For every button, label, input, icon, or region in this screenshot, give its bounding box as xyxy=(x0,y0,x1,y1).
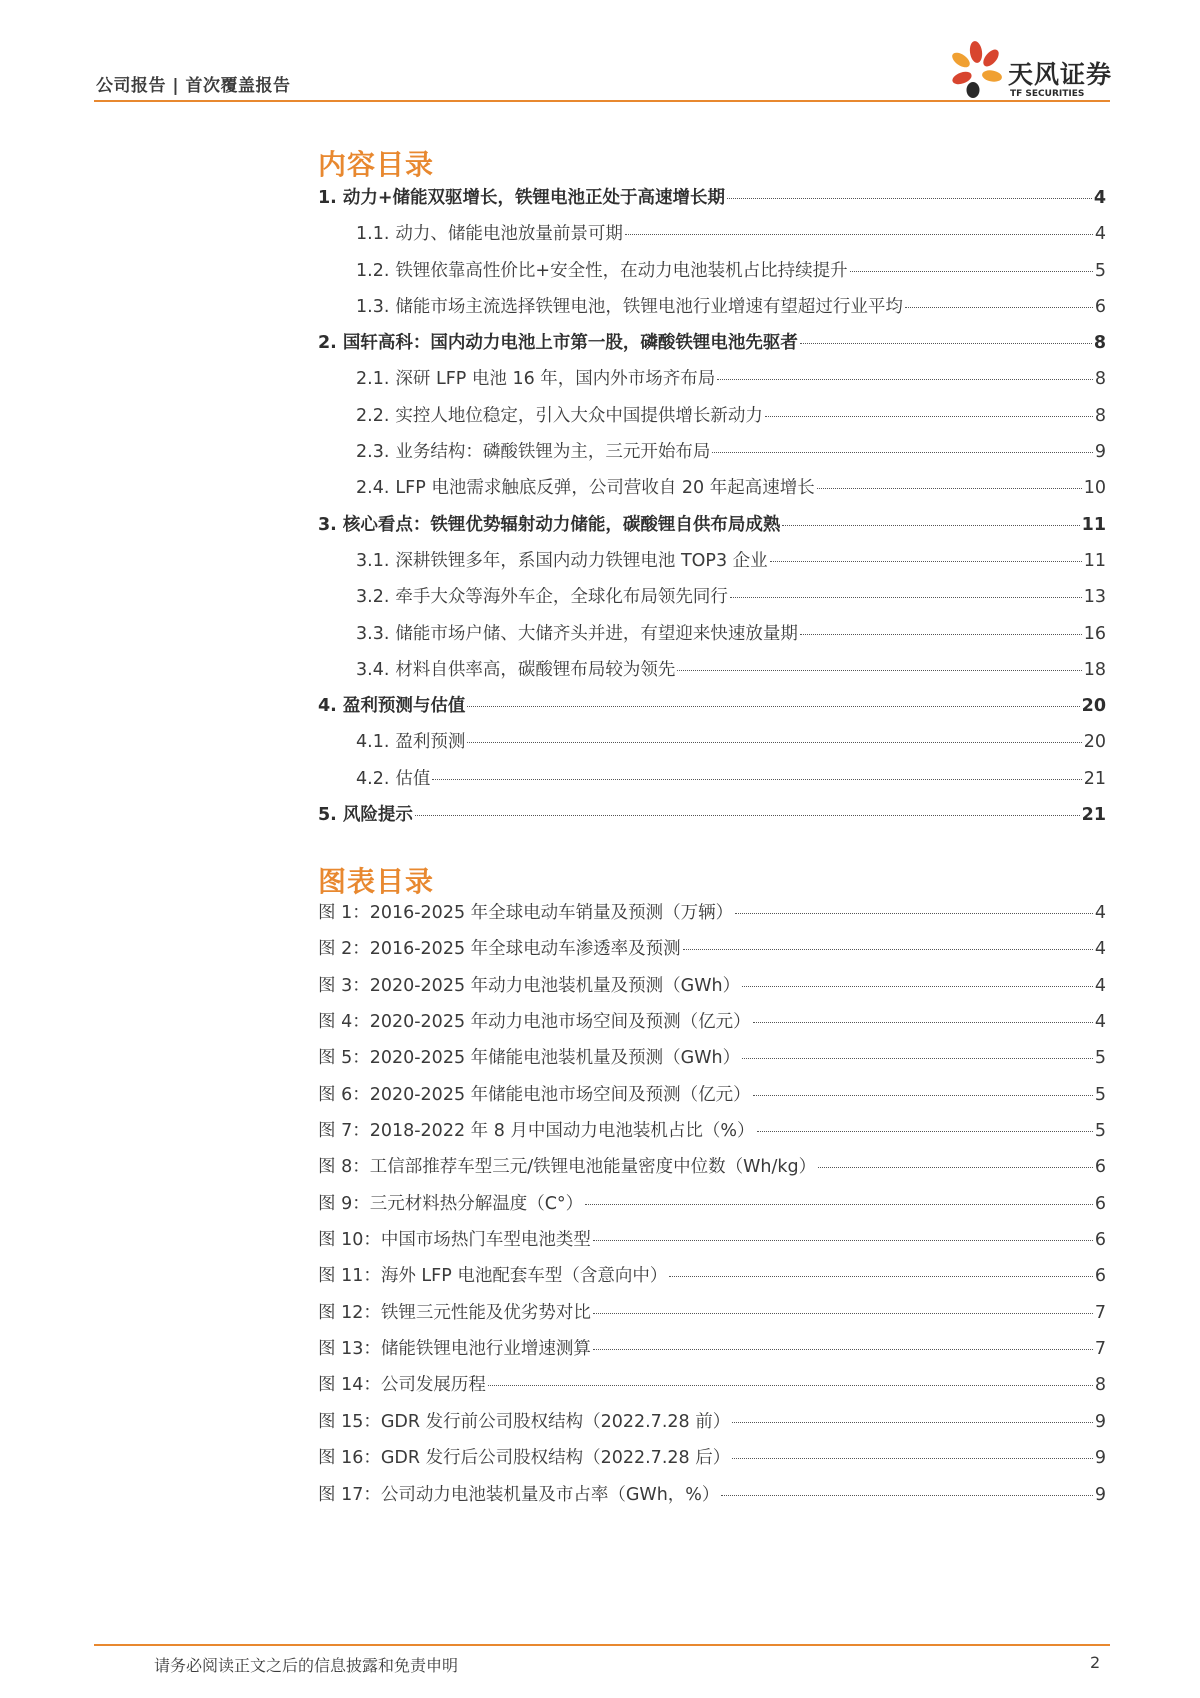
toc-entry-title: 动力+储能双驱增长，铁锂电池正处于高速增长期 xyxy=(342,188,725,208)
figure-entry[interactable] xyxy=(318,1481,1106,1517)
dot-leader xyxy=(765,416,1093,417)
toc-entry-page: 11 xyxy=(1081,514,1106,535)
toc-entry-number: 3. xyxy=(318,514,337,535)
toc-entry-number: 3.1. xyxy=(356,550,390,571)
toc-entry-page: 8 xyxy=(1093,333,1106,354)
toc-entry-page: 8 xyxy=(1094,369,1106,390)
toc-entry-page: 5 xyxy=(1094,260,1106,281)
toc-entry[interactable] xyxy=(318,692,1106,728)
toc-entry-page: 13 xyxy=(1083,587,1106,608)
figure-entry-title: 图 15：GDR 发行前公司股权结构（2022.7.28 前） xyxy=(318,1411,731,1432)
dot-leader xyxy=(753,1022,1093,1023)
figure-entry-title: 图 10：中国市场热门车型电池类型 xyxy=(318,1230,591,1251)
figure-entry-title: 图 8：工信部推荐车型三元/铁锂电池能量密度中位数（Wh/kg） xyxy=(318,1157,817,1178)
figure-entry[interactable] xyxy=(318,935,1106,971)
toc-entry-title: 核心看点：铁锂优势辐射动力储能，碳酸锂自供布局成熟 xyxy=(342,514,781,535)
dot-leader xyxy=(800,634,1082,635)
toc-entry-title: 深耕铁锂多年，系国内动力铁锂电池 TOP3 企业 xyxy=(395,550,768,571)
toc-entry[interactable] xyxy=(318,511,1106,547)
toc-list xyxy=(318,184,1106,837)
toc-entry[interactable] xyxy=(318,365,1106,401)
dot-leader xyxy=(432,779,1081,780)
toc-entry-title: 储能市场主流选择铁锂电池，铁锂电池行业增速有望超过行业平均 xyxy=(395,296,903,317)
toc-entry-number: 2.3. xyxy=(356,442,390,463)
toc-entry-number: 2.1. xyxy=(356,369,390,390)
toc-entry-number: 5. xyxy=(318,805,337,826)
toc-entry[interactable] xyxy=(318,257,1106,293)
toc-entry-page: 6 xyxy=(1094,296,1106,317)
toc-entry[interactable] xyxy=(318,765,1106,801)
toc-entry[interactable] xyxy=(318,656,1106,692)
toc-entry-title: 深研 LFP 电池 16 年，国内外市场齐布局 xyxy=(395,369,716,390)
toc-entry-number: 3.3. xyxy=(356,623,390,644)
figure-entry-page: 4 xyxy=(1094,903,1106,923)
dot-leader xyxy=(677,670,1081,671)
dot-leader xyxy=(905,307,1093,308)
toc-entry-title: LFP 电池需求触底反弹，公司营收自 20 年起高速增长 xyxy=(395,478,815,499)
dot-leader xyxy=(818,1167,1093,1168)
dot-leader xyxy=(850,271,1093,272)
dot-leader xyxy=(753,1095,1093,1096)
toc-entry-number: 1.1. xyxy=(356,224,390,245)
figure-entry[interactable] xyxy=(318,1335,1106,1371)
toc-entry-page: 9 xyxy=(1094,442,1106,463)
toc-entry-number: 3.4. xyxy=(356,659,390,680)
toc-entry[interactable] xyxy=(318,547,1106,583)
figure-entry-page: 6 xyxy=(1094,1266,1106,1287)
dot-leader xyxy=(717,379,1093,380)
toc-title: 内容目录 xyxy=(318,148,435,181)
figure-entry-page: 6 xyxy=(1094,1230,1106,1251)
report-type-label: 公司报告 | 首次覆盖报告 xyxy=(96,76,291,96)
figure-entry-page: 6 xyxy=(1094,1157,1106,1178)
figure-entry-title: 图 6：2020-2025 年储能电池市场空间及预测（亿元） xyxy=(318,1084,751,1105)
figure-entry-page: 4 xyxy=(1094,1012,1106,1033)
brand-logo xyxy=(946,38,1116,104)
toc-entry-title: 盈利预测 xyxy=(395,732,466,753)
figure-entry-page: 4 xyxy=(1094,975,1106,996)
figure-entry-page: 5 xyxy=(1094,1084,1106,1105)
figure-entry-title: 图 12：铁锂三元性能及优劣势对比 xyxy=(318,1302,591,1323)
dot-leader xyxy=(732,1458,1093,1459)
toc-entry[interactable] xyxy=(318,402,1106,438)
figure-entry-title: 图 14：公司发展历程 xyxy=(318,1375,486,1396)
toc-entry-number: 2.4. xyxy=(356,478,390,499)
dot-leader xyxy=(742,986,1093,987)
toc-entry-title: 盈利预测与估值 xyxy=(342,696,466,717)
figure-entry[interactable] xyxy=(318,1262,1106,1298)
dot-leader xyxy=(742,1058,1093,1059)
toc-entry-number: 4. xyxy=(318,696,337,717)
toc-entry-title: 业务结构：磷酸铁锂为主，三元开始布局 xyxy=(395,442,711,463)
figure-entry-title: 图 9：三元材料热分解温度（C°） xyxy=(318,1193,584,1214)
toc-entry[interactable] xyxy=(318,801,1106,837)
dot-leader xyxy=(585,1204,1093,1205)
figure-entry[interactable] xyxy=(318,1153,1106,1189)
toc-entry-page: 20 xyxy=(1083,732,1106,753)
figure-entry-page: 8 xyxy=(1094,1375,1106,1396)
toc-entry-page: 11 xyxy=(1083,550,1106,571)
toc-entry-number: 4.2. xyxy=(356,768,390,789)
figure-entry-title: 图 13：储能铁锂电池行业增速测算 xyxy=(318,1339,591,1360)
dot-leader xyxy=(757,1131,1093,1132)
figure-entry-page: 5 xyxy=(1094,1048,1106,1069)
dot-leader xyxy=(721,1495,1092,1496)
dot-leader xyxy=(415,815,1080,816)
figure-entry-page: 7 xyxy=(1094,1302,1106,1323)
toc-entry-page: 18 xyxy=(1083,659,1106,680)
toc-entry-title: 动力、储能电池放量前景可期 xyxy=(395,224,623,245)
figure-entry-page: 9 xyxy=(1094,1411,1106,1432)
figure-entry-title: 图 11：海外 LFP 电池配套车型（含意向中） xyxy=(318,1266,668,1287)
figure-entry-title: 图 2：2016-2025 年全球电动车渗透率及预测 xyxy=(318,939,681,960)
figure-entry-page: 9 xyxy=(1094,1448,1106,1469)
dot-leader xyxy=(593,1313,1093,1314)
toc-entry[interactable] xyxy=(318,220,1106,256)
figure-list-title: 图表目录 xyxy=(318,865,435,898)
figure-entry-title: 图 7：2018-2022 年 8 月中国动力电池装机占比（%） xyxy=(318,1121,755,1142)
figure-entry-title: 图 3：2020-2025 年动力电池装机量及预测（GWh） xyxy=(318,975,741,996)
toc-entry-number: 4.1. xyxy=(356,732,390,753)
toc-entry-page: 8 xyxy=(1094,405,1106,426)
toc-entry-title: 实控人地位稳定，引入大众中国提供增长新动力 xyxy=(395,405,763,426)
toc-entry-number: 1.2. xyxy=(356,260,390,281)
toc-entry-page: 21 xyxy=(1081,805,1106,826)
toc-entry[interactable] xyxy=(318,184,1106,220)
figure-entry-title: 图 16：GDR 发行后公司股权结构（2022.7.28 后） xyxy=(318,1448,731,1469)
dot-leader xyxy=(817,488,1082,489)
dot-leader xyxy=(735,913,1093,914)
toc-entry-number: 1. xyxy=(318,188,337,208)
toc-entry-title: 材料自供率高，碳酸锂布局较为领先 xyxy=(395,659,676,680)
figure-entry[interactable] xyxy=(318,1190,1106,1226)
figure-entry[interactable] xyxy=(318,1044,1106,1080)
footer-divider xyxy=(94,1644,1110,1646)
figure-entry-page: 7 xyxy=(1094,1339,1106,1360)
figure-entry-title: 图 1：2016-2025 年全球电动车销量及预测（万辆） xyxy=(318,903,734,923)
figure-entry[interactable] xyxy=(318,1008,1106,1044)
toc-entry[interactable] xyxy=(318,583,1106,619)
figure-entry[interactable] xyxy=(318,1299,1106,1335)
toc-entry[interactable] xyxy=(318,293,1106,329)
dot-leader xyxy=(593,1240,1093,1241)
figure-entry-page: 9 xyxy=(1094,1484,1106,1505)
toc-entry-title: 储能市场户储、大储齐头并进，有望迎来快速放量期 xyxy=(395,623,798,644)
figure-list xyxy=(318,899,1106,1517)
toc-entry[interactable] xyxy=(318,329,1106,365)
toc-entry-title: 铁锂依靠高性价比+安全性，在动力电池装机占比持续提升 xyxy=(395,260,848,281)
dot-leader xyxy=(593,1349,1093,1350)
toc-entry-title: 国轩高科：国内动力电池上市第一股，磷酸铁锂电池先驱者 xyxy=(342,333,798,354)
dot-leader xyxy=(727,198,1092,199)
toc-entry-title: 估值 xyxy=(395,768,431,789)
disclaimer-text: 请务必阅读正文之后的信息披露和免责申明 xyxy=(154,1656,459,1675)
dot-leader xyxy=(683,949,1093,950)
dot-leader xyxy=(712,452,1092,453)
figure-entry[interactable] xyxy=(318,972,1106,1008)
toc-entry-title: 牵手大众等海外车企，全球化布局领先同行 xyxy=(395,587,728,608)
page-number: 2 xyxy=(1090,1653,1101,1672)
toc-entry-number: 1.3. xyxy=(356,296,390,317)
figure-entry[interactable] xyxy=(318,899,1106,935)
toc-entry[interactable] xyxy=(318,620,1106,656)
figure-entry[interactable] xyxy=(318,1117,1106,1153)
figure-entry-title: 图 4：2020-2025 年动力电池市场空间及预测（亿元） xyxy=(318,1012,751,1033)
toc-entry-page: 20 xyxy=(1081,696,1106,717)
flower-logo-icon xyxy=(946,38,1008,104)
toc-entry[interactable] xyxy=(318,438,1106,474)
dot-leader xyxy=(669,1276,1093,1277)
toc-entry[interactable] xyxy=(318,474,1106,510)
figure-entry-title: 图 5：2020-2025 年储能电池装机量及预测（GWh） xyxy=(318,1048,741,1069)
dot-leader xyxy=(782,525,1079,526)
toc-entry-title: 风险提示 xyxy=(342,805,413,826)
toc-entry[interactable] xyxy=(318,728,1106,764)
dot-leader xyxy=(732,1422,1093,1423)
dot-leader xyxy=(625,234,1093,235)
figure-entry-page: 5 xyxy=(1094,1121,1106,1142)
toc-entry-number: 3.2. xyxy=(356,587,390,608)
figure-entry-page: 6 xyxy=(1094,1193,1106,1214)
figure-entry[interactable] xyxy=(318,1226,1106,1262)
figure-entry-page: 4 xyxy=(1094,939,1106,960)
toc-entry-page: 10 xyxy=(1083,478,1106,499)
dot-leader xyxy=(488,1385,1093,1386)
figure-entry[interactable] xyxy=(318,1444,1106,1480)
toc-entry-page: 4 xyxy=(1093,188,1106,208)
figure-entry-title: 图 17：公司动力电池装机量及市占率（GWh，%） xyxy=(318,1484,720,1505)
brand-name-en: TF SECURITIES xyxy=(1010,89,1085,99)
dot-leader xyxy=(730,597,1082,598)
toc-entry-number: 2. xyxy=(318,333,337,354)
toc-entry-page: 4 xyxy=(1094,224,1106,245)
dot-leader xyxy=(800,343,1092,344)
figure-entry[interactable] xyxy=(318,1081,1106,1117)
brand-name-cn: 天风证券 xyxy=(1008,60,1113,89)
toc-entry-page: 21 xyxy=(1083,768,1106,789)
figure-entry[interactable] xyxy=(318,1371,1106,1407)
dot-leader xyxy=(467,706,1079,707)
figure-entry[interactable] xyxy=(318,1408,1106,1444)
toc-entry-number: 2.2. xyxy=(356,405,390,426)
dot-leader xyxy=(770,561,1082,562)
dot-leader xyxy=(467,742,1081,743)
toc-entry-page: 16 xyxy=(1083,623,1106,644)
